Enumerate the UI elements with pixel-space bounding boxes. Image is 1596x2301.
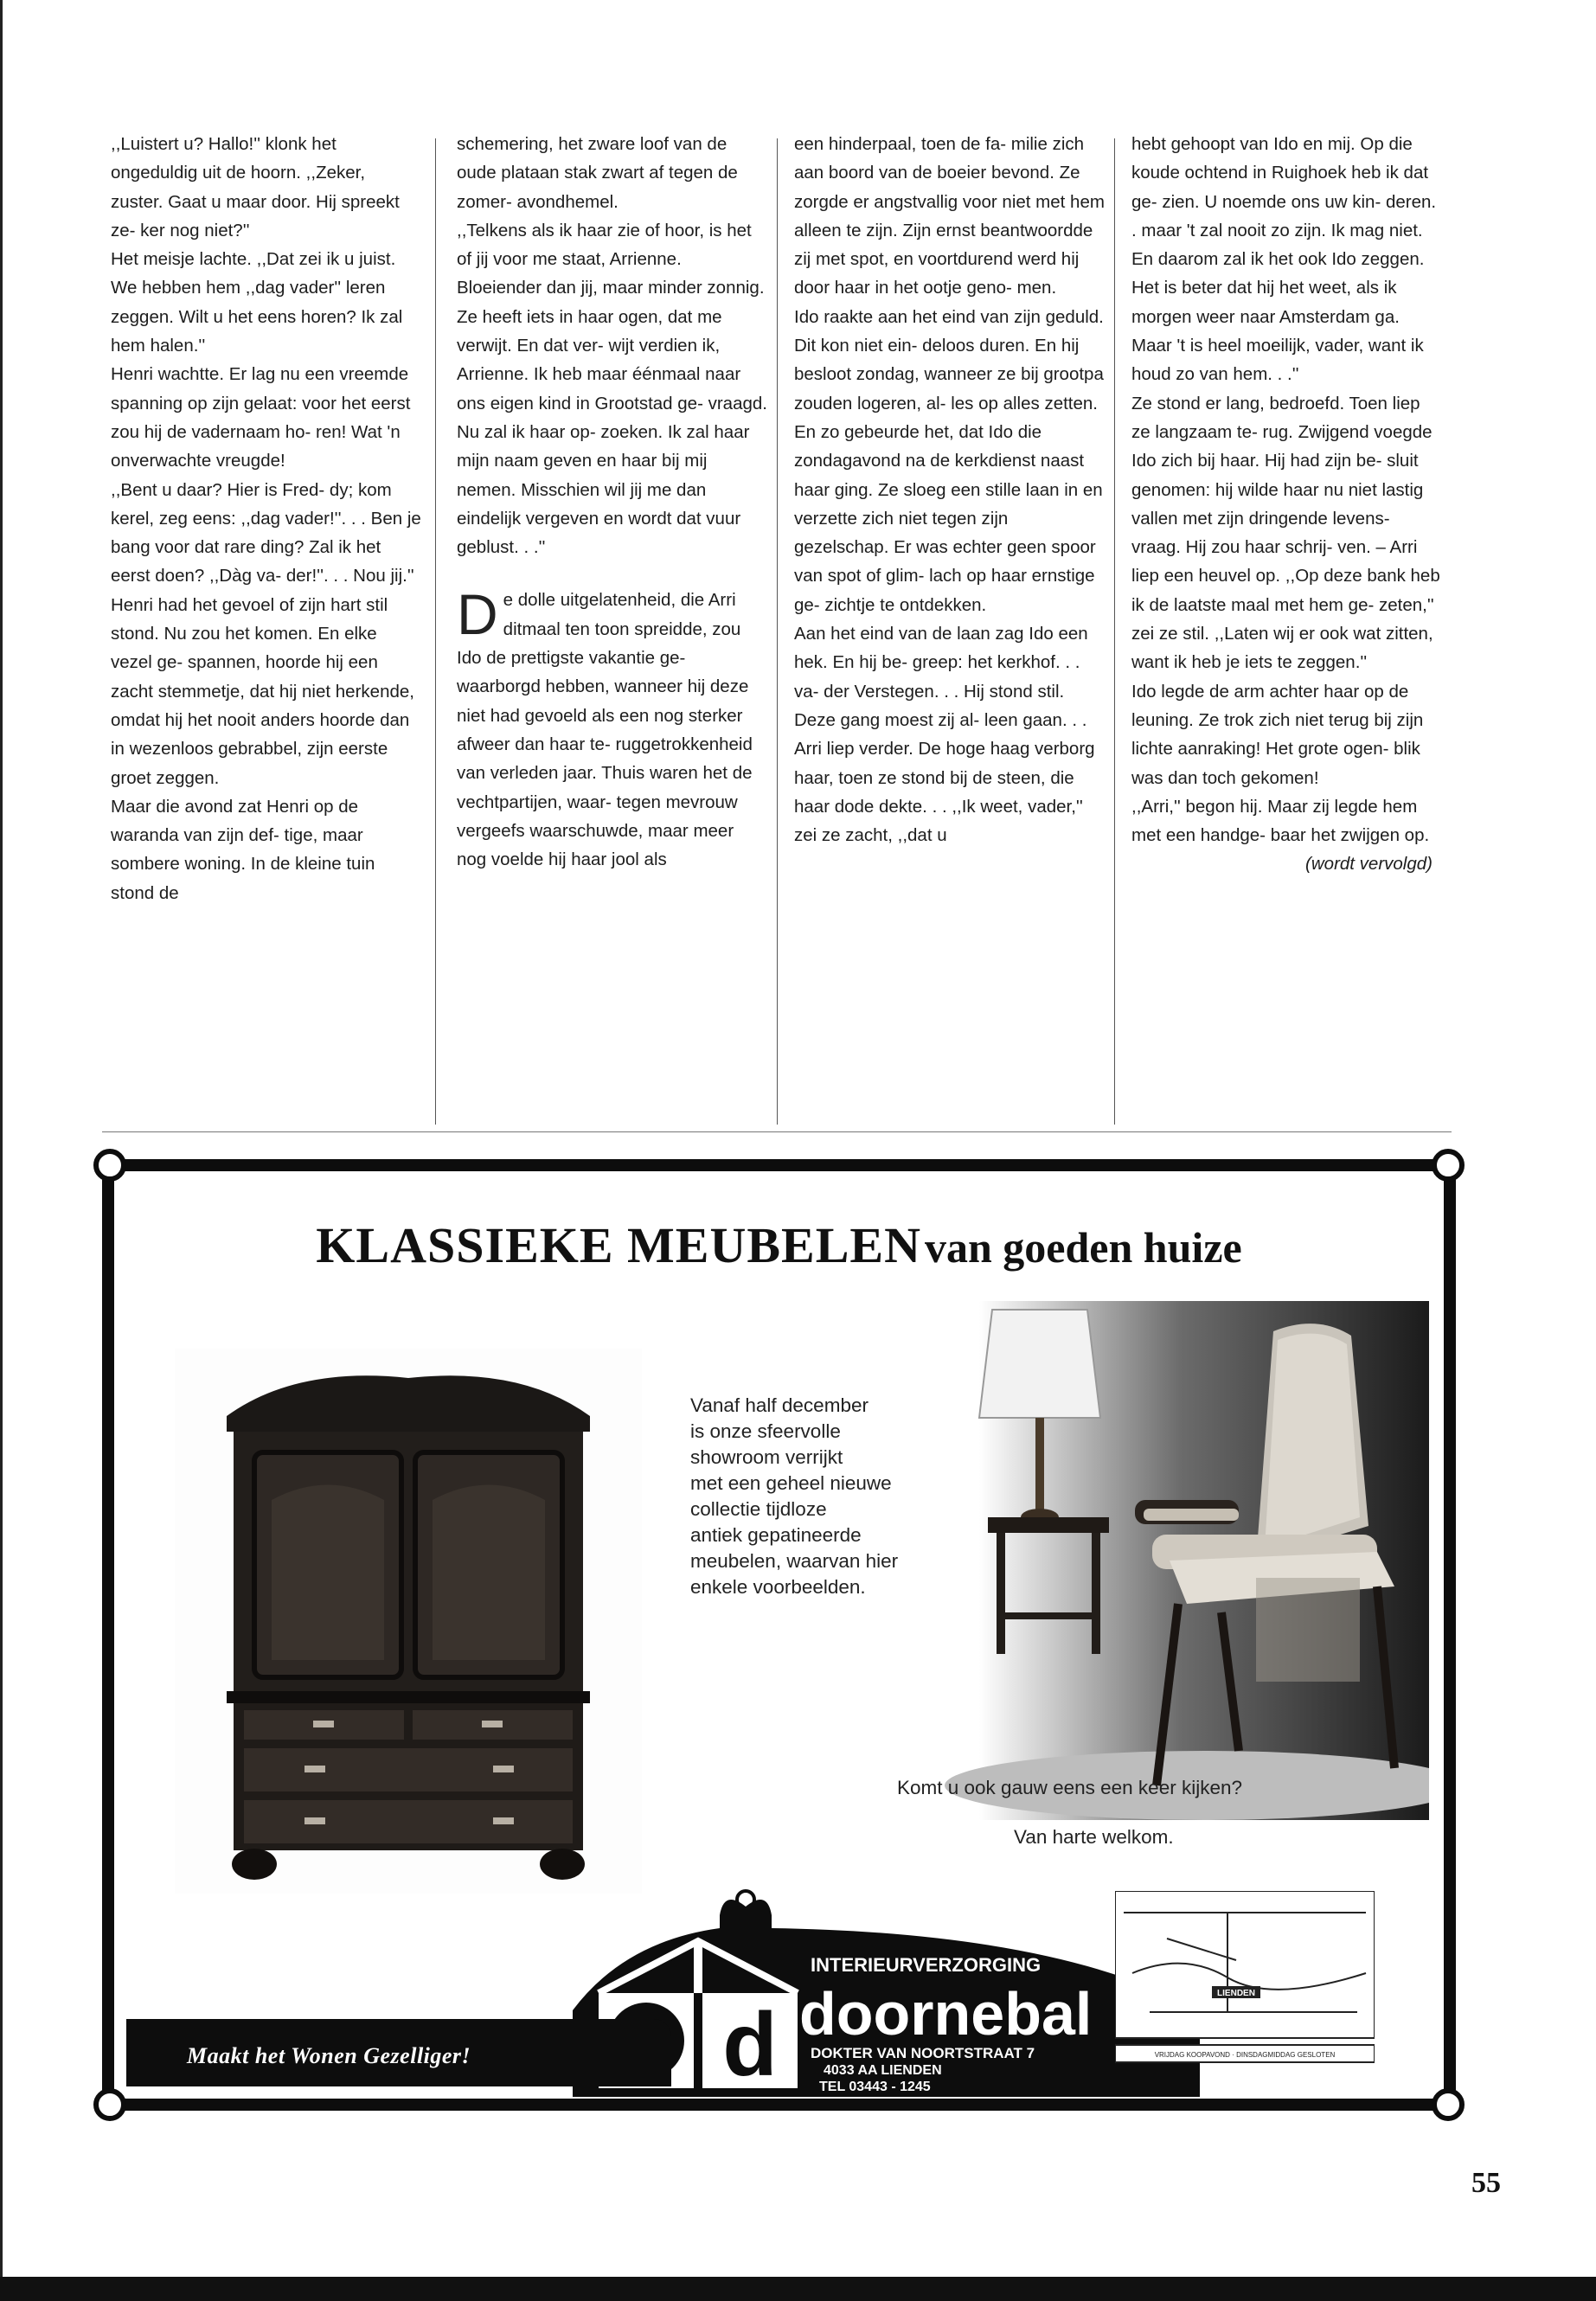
dropcap-letter: D bbox=[457, 582, 498, 647]
paragraph: Ze stond er lang, bedroefd. Toen liep ze langzaam te- rug. Zwijgend voegde Ido zich bij haar. Hij had zijn be- sluit genomen: hij wilde haar nu niet lastig vallen met zijn dringende levens- vraag. Hij zou haar schrij- ven. – Arri liep een heuvel op. ,,Op deze bank heb ik de laatste maal met hem ge- zeten,'' zei ze stil. ,,Laten wij er ook wat zitten, want ik heb je iets te zeggen.'' bbox=[1131, 393, 1440, 673]
logo-brand-text: doornebal bbox=[799, 1980, 1093, 2048]
logo-address-line-2: 4033 AA LIENDEN bbox=[824, 2063, 942, 2078]
paragraph: hebt gehoopt van Ido en mij. Op die koude ochtend in Ruighoek heb ik dat ge- zien. U noemde ons uw kin- deren. . maar 't zal nooit zo zijn. Ik mag niet. En daarom zal ik het ook Ido zeggen. Het is beter dat hij het weet, als ik morgen weer naar Amsterdam ga. Maar 't is heel moeilijk, vader, want ik houd zo van hem. . .'' bbox=[1131, 134, 1437, 385]
ad-headline-sub: van goeden huize bbox=[925, 1223, 1242, 1272]
corner-ornament bbox=[1432, 1149, 1465, 1182]
tagline-banner bbox=[126, 2019, 671, 2086]
ad-description-line: collectie tijdloze bbox=[690, 1498, 827, 1520]
ad-description-line: meubelen, waarvan hier bbox=[690, 1550, 899, 1572]
article-column-4 bbox=[1131, 130, 1443, 879]
paragraph: ,,Bent u daar? Hier is Fred- dy; kom kerel, zeg eens: ,,dag vader!''. . . Ben je bang voor dat rare ding? Zal ik het eerst doen? ,,Dàg va- der!''. . . Nou jij.'' bbox=[111, 479, 421, 586]
ad-description bbox=[690, 1393, 984, 1600]
paragraph: ,,Telkens als ik haar zie of hoor, is het of jij voor me staat, Arrienne. Bloeiender dan jij, maar minder zonnig. Ze heeft iets in haar ogen, dat me verwijt. En dat ver- wijt verdien ik, Arrienne. Ik heb maar éénmaal naar ons eigen kind in Grootstad ge- vraagd. Nu zal ik haar op- zoeken. Ik zal haar mijn naam geven en haar bij mij nemen. Misschien wil jij me dan eindelijk vergeven en wordt dat vuur geblust. . .'' bbox=[457, 220, 767, 558]
ad-description-line: antiek gepatineerde bbox=[690, 1524, 862, 1546]
logo-phone: TEL 03443 - 1245 bbox=[819, 2080, 931, 2094]
corner-ornament bbox=[1432, 2088, 1465, 2121]
ad-description-line: showroom verrijkt bbox=[690, 1446, 843, 1468]
ad-description-line: enkele voorbeelden. bbox=[690, 1576, 866, 1598]
page-left-edge bbox=[0, 0, 3, 2301]
paragraph: Aan het eind van de laan zag Ido een hek. En hij be- greep: het kerkhof. . . va- der Verstegen. . . Hij stond stil. Deze gang moest zij al- leen gaan. . . bbox=[794, 624, 1088, 730]
article-column-2 bbox=[457, 130, 768, 874]
paragraph: schemering, het zware loof van de oude plataan stak zwart af tegen de zomer- avondhemel. bbox=[457, 134, 738, 212]
dropcap-paragraph bbox=[457, 582, 768, 874]
map-opening-hours: VRIJDAG KOOPAVOND · DINSDAGMIDDAG GESLOTEN bbox=[1154, 2051, 1336, 2059]
page-bottom-edge bbox=[0, 2277, 1596, 2301]
paragraph: Henri had het gevoel of zijn hart stil stond. Nu zou het komen. En elke vezel ge- spannen, hoorde hij een zacht stemmetje, dat hij niet herkende, omdat hij het nooit anders hoorde dan in wezenloos gebrabbel, zijn eerste groet zeggen. bbox=[111, 594, 414, 788]
paragraph: Henri wachtte. Er lag nu een vreemde spanning op zijn gelaat: voor het eerst zou hij de vadernaam ho- ren! Wat 'n onverwachte vreugde! bbox=[111, 364, 411, 471]
svg-text:d: d bbox=[722, 1995, 778, 2095]
ad-invitation: Komt u ook gauw eens een keer kijken? bbox=[897, 1777, 1242, 1798]
paragraph: Ido raakte aan het eind van zijn geduld. Dit kon niet ein- deloos duren. En hij besloot zondag, wanneer ze bij grootpa zouden logeren, al- les op alles zetten. bbox=[794, 306, 1104, 413]
paragraph: ,,Luistert u? Hallo!'' klonk het ongeduldig uit de hoorn. ,,Zeker, zuster. Gaat u maar door. Hij spreekt ze- ker nog niet?'' bbox=[111, 134, 400, 240]
paragraph: En zo gebeurde het, dat Ido die zondagavond na de kerkdienst naast haar ging. Ze sloeg een stille laan in en verzette zich niet tegen zijn gezelschap. Er was echter geen spoor van spot of glim- lach op haar ernstige ge- zichtje te ontdekken. bbox=[794, 421, 1103, 615]
ad-headline-main: KLASSIEKE MEUBELEN bbox=[316, 1217, 921, 1273]
paragraph: ,,Arri,'' begon hij. Maar zij legde hem met een handge- baar het zwijgen op. bbox=[1131, 796, 1430, 846]
article-column-3 bbox=[794, 130, 1106, 849]
furniture-advertisement bbox=[102, 1159, 1456, 2111]
logo-address-line-1: DOKTER VAN NOORTSTRAAT 7 bbox=[811, 2045, 1035, 2061]
article-body bbox=[102, 130, 1453, 1133]
paragraph: Maar die avond zat Henri op de waranda van zijn def- tige, maar sombere woning. In de kleine tuin stond de bbox=[111, 796, 375, 903]
ad-headline bbox=[114, 1216, 1444, 1274]
page-number: 55 bbox=[1471, 2167, 1501, 2199]
corner-ornament bbox=[93, 1149, 126, 1182]
cabinet-photo bbox=[175, 1349, 642, 1894]
route-map bbox=[1115, 1891, 1375, 2064]
paragraph: Het meisje lachte. ,,Dat zei ik u juist. We hebben hem ,,dag vader'' leren zeggen. Wilt u het eens horen? Ik zal hem halen.'' bbox=[111, 249, 403, 356]
logo-service-text: INTERIEURVERZORGING bbox=[811, 1954, 1042, 1976]
ad-tagline: Maakt het Wonen Gezelliger! bbox=[187, 2043, 471, 2068]
ad-panel bbox=[114, 1171, 1444, 2099]
corner-ornament bbox=[93, 2088, 126, 2121]
column-divider bbox=[435, 138, 436, 1125]
dropcap-paragraph-text: e dolle uitgelatenheid, die Arri ditmaal ten toon spreidde, zou Ido de prettigste vakantie ge- waarborgd hebben, wanneer hij deze niet had gevoeld als een nog sterker afweer dan haar te- ruggetrokkenheid van verleden jaar. Thuis waren het de vechtpartijen, waar- tegen mevrouw vergeefs waarschuwde, maar meer nog voelde hij haar jool als bbox=[457, 590, 753, 870]
ad-description-line: Vanaf half december bbox=[690, 1394, 869, 1416]
ad-description-line: met een geheel nieuwe bbox=[690, 1472, 892, 1494]
paragraph: een hinderpaal, toen de fa- milie zich aan boord van de boeier bevond. Ze zorgde er angstvallig voor niet met hem alleen te zijn. Zijn ernst beantwoordde zij met spot, en voortdurend werd hij door haar in het ootje geno- men. bbox=[794, 134, 1105, 298]
column-divider bbox=[1114, 138, 1115, 1125]
ad-description-line: is onze sfeervolle bbox=[690, 1420, 841, 1442]
to-be-continued: (wordt vervolgd) bbox=[1305, 854, 1433, 875]
article-end-rule bbox=[102, 1131, 1452, 1132]
ad-welcome: Van harte welkom. bbox=[1014, 1826, 1174, 1848]
column-divider bbox=[777, 138, 778, 1125]
map-town-label: LIENDEN bbox=[1217, 1989, 1255, 1998]
paragraph: Arri liep verder. De hoge haag verborg haar, toen ze stond bij de steen, die haar dode dekte. . . ,,Ik weet, vader,'' zei ze zacht, ,,dat u bbox=[794, 739, 1095, 846]
article-column-1 bbox=[111, 130, 422, 907]
paragraph: Ido legde de arm achter haar op de leuning. Ze trok zich niet terug bij zijn lichte aanraking! Het grote ogen- blik was dan toch gekomen! bbox=[1131, 681, 1424, 788]
